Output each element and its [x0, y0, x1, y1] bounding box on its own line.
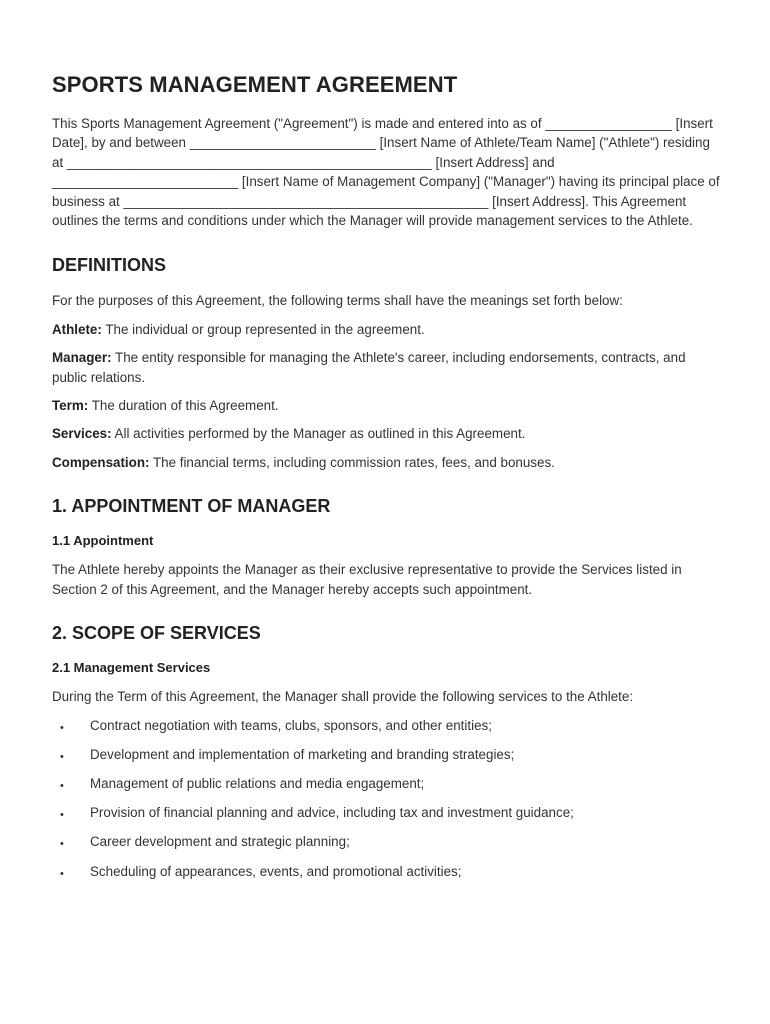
definition-text: All activities performed by the Manager as outlined in this Agreement.	[111, 426, 526, 442]
list-item	[52, 803, 724, 822]
bullet-icon: •	[60, 779, 64, 792]
list-item	[52, 716, 724, 735]
definition-term: Term:	[52, 398, 89, 414]
definition-services	[52, 424, 724, 443]
definition-athlete	[52, 320, 724, 339]
list-item-text: Scheduling of appearances, events, and promotional activities;	[90, 863, 462, 879]
intro-paragraph: This Sports Management Agreement ("Agreement") is made and entered into as of _________________ [Insert Date], by and between _________________________ [Insert Name of Athlete/Team Name] ("Athlete") residing at _________________________________________________ [Insert Address] and _________________________ [Insert Name of Management Company] ("Manager") having its principal place of business at _________________________________________________ [Insert Address]. This Agreement outlines the terms and conditions under which the Manager will provide management services to the Athlete.	[52, 116, 720, 229]
list-item	[52, 832, 724, 851]
list-item	[52, 862, 724, 881]
definition-text: The entity responsible for managing the Athlete's career, including endorsements, contracts, and public relations.	[52, 350, 686, 385]
list-item-text: Development and implementation of marketing and branding strategies;	[90, 746, 515, 762]
definition-term: Athlete:	[52, 321, 102, 337]
list-item-text: Provision of financial planning and advice, including tax and investment guidance;	[90, 805, 574, 821]
scope-subheading: 2.1 Management Services	[52, 660, 211, 676]
definition-term: Services:	[52, 426, 112, 442]
definition-term-entry	[52, 396, 724, 415]
appointment-heading: 1. APPOINTMENT OF MANAGER	[52, 496, 331, 517]
list-item	[52, 745, 724, 764]
definition-manager	[52, 348, 724, 387]
scope-lead: During the Term of this Agreement, the Manager shall provide the following services to the Athlete:	[52, 689, 634, 705]
list-item-text: Career development and strategic planning;	[90, 834, 350, 850]
document-title: SPORTS MANAGEMENT AGREEMENT	[52, 72, 458, 97]
scope-section	[52, 621, 724, 881]
appointment-subheading: 1.1 Appointment	[52, 533, 154, 549]
appointment-paragraph: The Athlete hereby appoints the Manager as their exclusive representative to provide the Services listed in Section 2 of this Agreement, and the Manager hereby accepts such appointment.	[52, 562, 682, 597]
definition-text: The financial terms, including commission rates, fees, and bonuses.	[149, 454, 555, 470]
definition-term: Manager:	[52, 350, 112, 366]
bullet-icon: •	[60, 867, 64, 880]
bullet-icon: •	[60, 721, 64, 734]
definition-compensation	[52, 453, 724, 472]
definition-text: The duration of this Agreement.	[88, 398, 279, 414]
scope-heading: 2. SCOPE OF SERVICES	[52, 623, 261, 644]
definitions-section	[52, 253, 724, 472]
list-item-text: Management of public relations and media engagement;	[90, 775, 425, 791]
list-item	[52, 774, 724, 793]
list-item-text: Contract negotiation with teams, clubs, sponsors, and other entities;	[90, 717, 492, 733]
services-list	[52, 716, 724, 881]
document-page	[52, 70, 724, 891]
definitions-heading: DEFINITIONS	[52, 255, 167, 276]
definition-term: Compensation:	[52, 454, 150, 470]
definition-text: The individual or group represented in the agreement.	[101, 321, 425, 337]
definitions-lead: For the purposes of this Agreement, the following terms shall have the meanings set forth below:	[52, 293, 623, 309]
appointment-section	[52, 494, 724, 599]
bullet-icon: •	[60, 838, 64, 851]
bullet-icon: •	[60, 750, 64, 763]
bullet-icon: •	[60, 809, 64, 822]
